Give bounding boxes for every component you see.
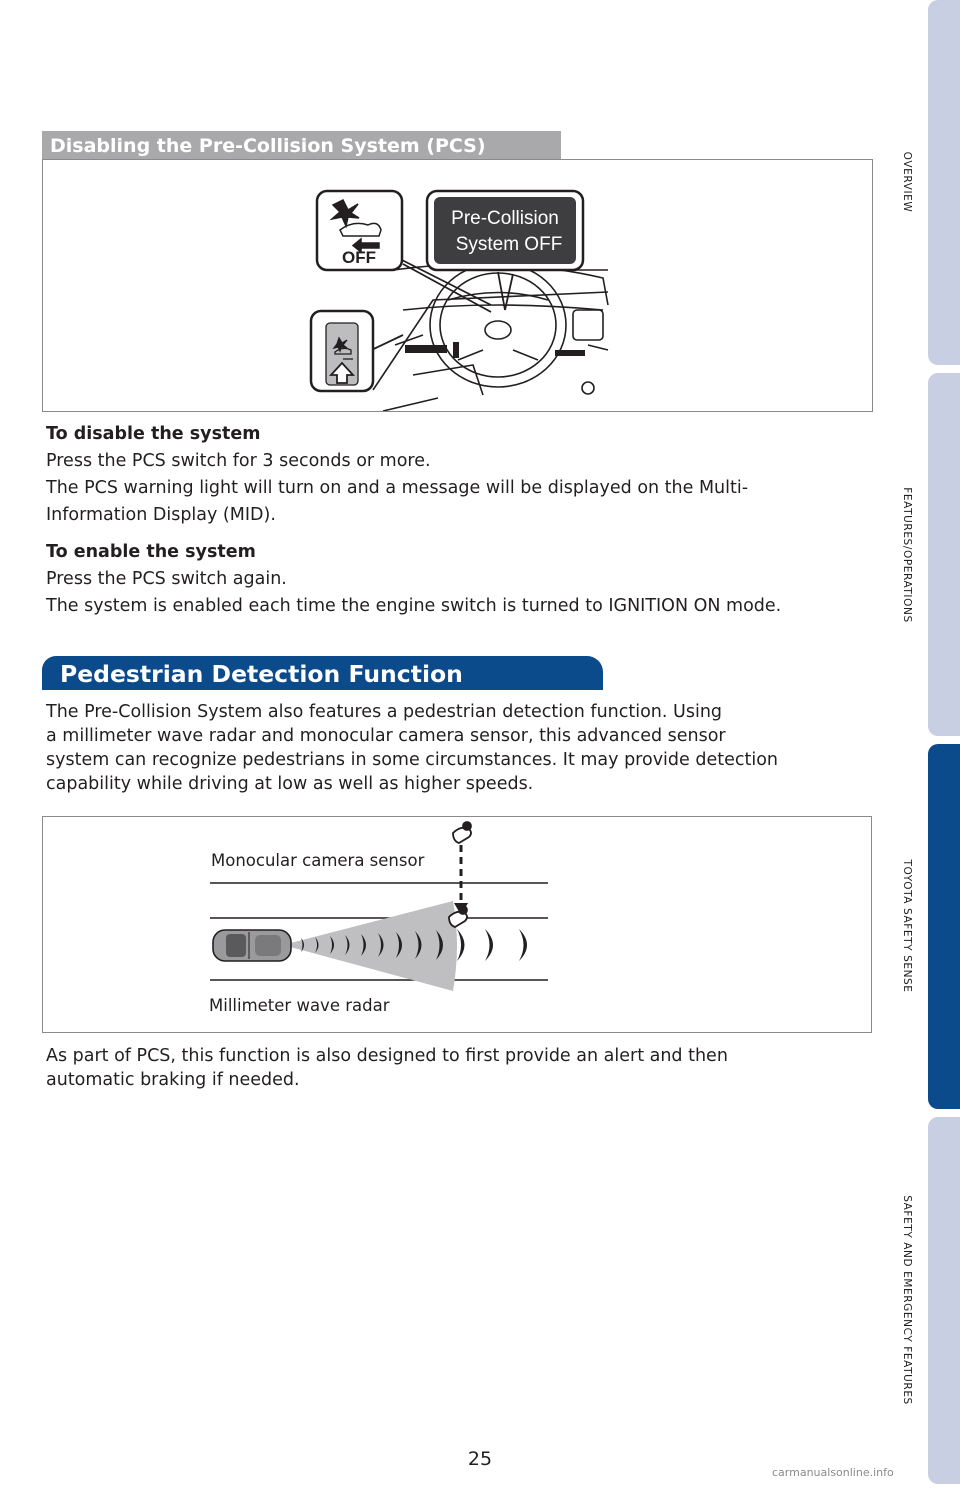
- pedestrian-para-line-3: system can recognize pedestrians in some circumstances. It may provide detection: [46, 750, 778, 770]
- pedestrian-para-line-2: a millimeter wave radar and monocular camera sensor, this advanced sensor: [46, 726, 726, 746]
- after-para-line-1: As part of PCS, this function is also designed to first provide an alert and then: [46, 1046, 728, 1066]
- side-label-emergency: SAFETY AND EMERGENCY FEATURES: [901, 1195, 913, 1405]
- section-title-pedestrian: Pedestrian Detection Function: [42, 656, 603, 690]
- pedestrian-far-icon: [453, 822, 471, 843]
- watermark: carmanualsonline.info: [772, 1466, 894, 1479]
- side-tab-emergency[interactable]: [928, 1117, 960, 1484]
- disable-heading: To disable the system: [46, 424, 261, 444]
- side-tab-safety-sense[interactable]: [928, 744, 960, 1109]
- car-icon: [213, 930, 291, 961]
- dashboard-illustration: [43, 160, 872, 411]
- label-camera-sensor: Monocular camera sensor: [211, 851, 425, 870]
- enable-heading: To enable the system: [46, 542, 256, 562]
- pcs-switch-figure: [42, 159, 873, 412]
- pedestrian-detection-figure: [42, 816, 872, 1033]
- enable-step-1: Press the PCS switch again.: [46, 569, 287, 589]
- label-radar: Millimeter wave radar: [209, 996, 390, 1015]
- pedestrian-para-line-1: The Pre-Collision System also features a pedestrian detection function. Using: [46, 702, 723, 722]
- detection-illustration: [43, 817, 871, 1032]
- section-title-disable-pcs: Disabling the Pre-Collision System (PCS): [42, 131, 561, 159]
- radar-cone: [283, 901, 457, 991]
- page-number: 25: [467, 1448, 493, 1470]
- disable-step-1: Press the PCS switch for 3 seconds or more.: [46, 451, 431, 471]
- pedestrian-para-line-4: capability while driving at low as well as higher speeds.: [46, 774, 534, 794]
- mid-message-line2: System OFF: [455, 234, 563, 255]
- after-para-line-2: automatic braking if needed.: [46, 1070, 300, 1090]
- pcs-off-label: OFF: [342, 248, 376, 267]
- disable-step-3: Information Display (MID).: [46, 505, 276, 525]
- side-label-safety-sense: TOYOTA SAFETY SENSE: [901, 859, 913, 993]
- mid-message-line1: Pre-Collision: [451, 208, 559, 229]
- side-label-features: FEATURES/OPERATIONS: [901, 487, 913, 623]
- side-label-overview: OVERVIEW: [901, 151, 913, 213]
- enable-step-2: The system is enabled each time the engine switch is turned to IGNITION ON mode.: [46, 596, 782, 616]
- side-tab-features[interactable]: [928, 373, 960, 736]
- side-tab-overview[interactable]: [928, 0, 960, 365]
- disable-step-2: The PCS warning light will turn on and a message will be displayed on the Multi-: [46, 478, 749, 498]
